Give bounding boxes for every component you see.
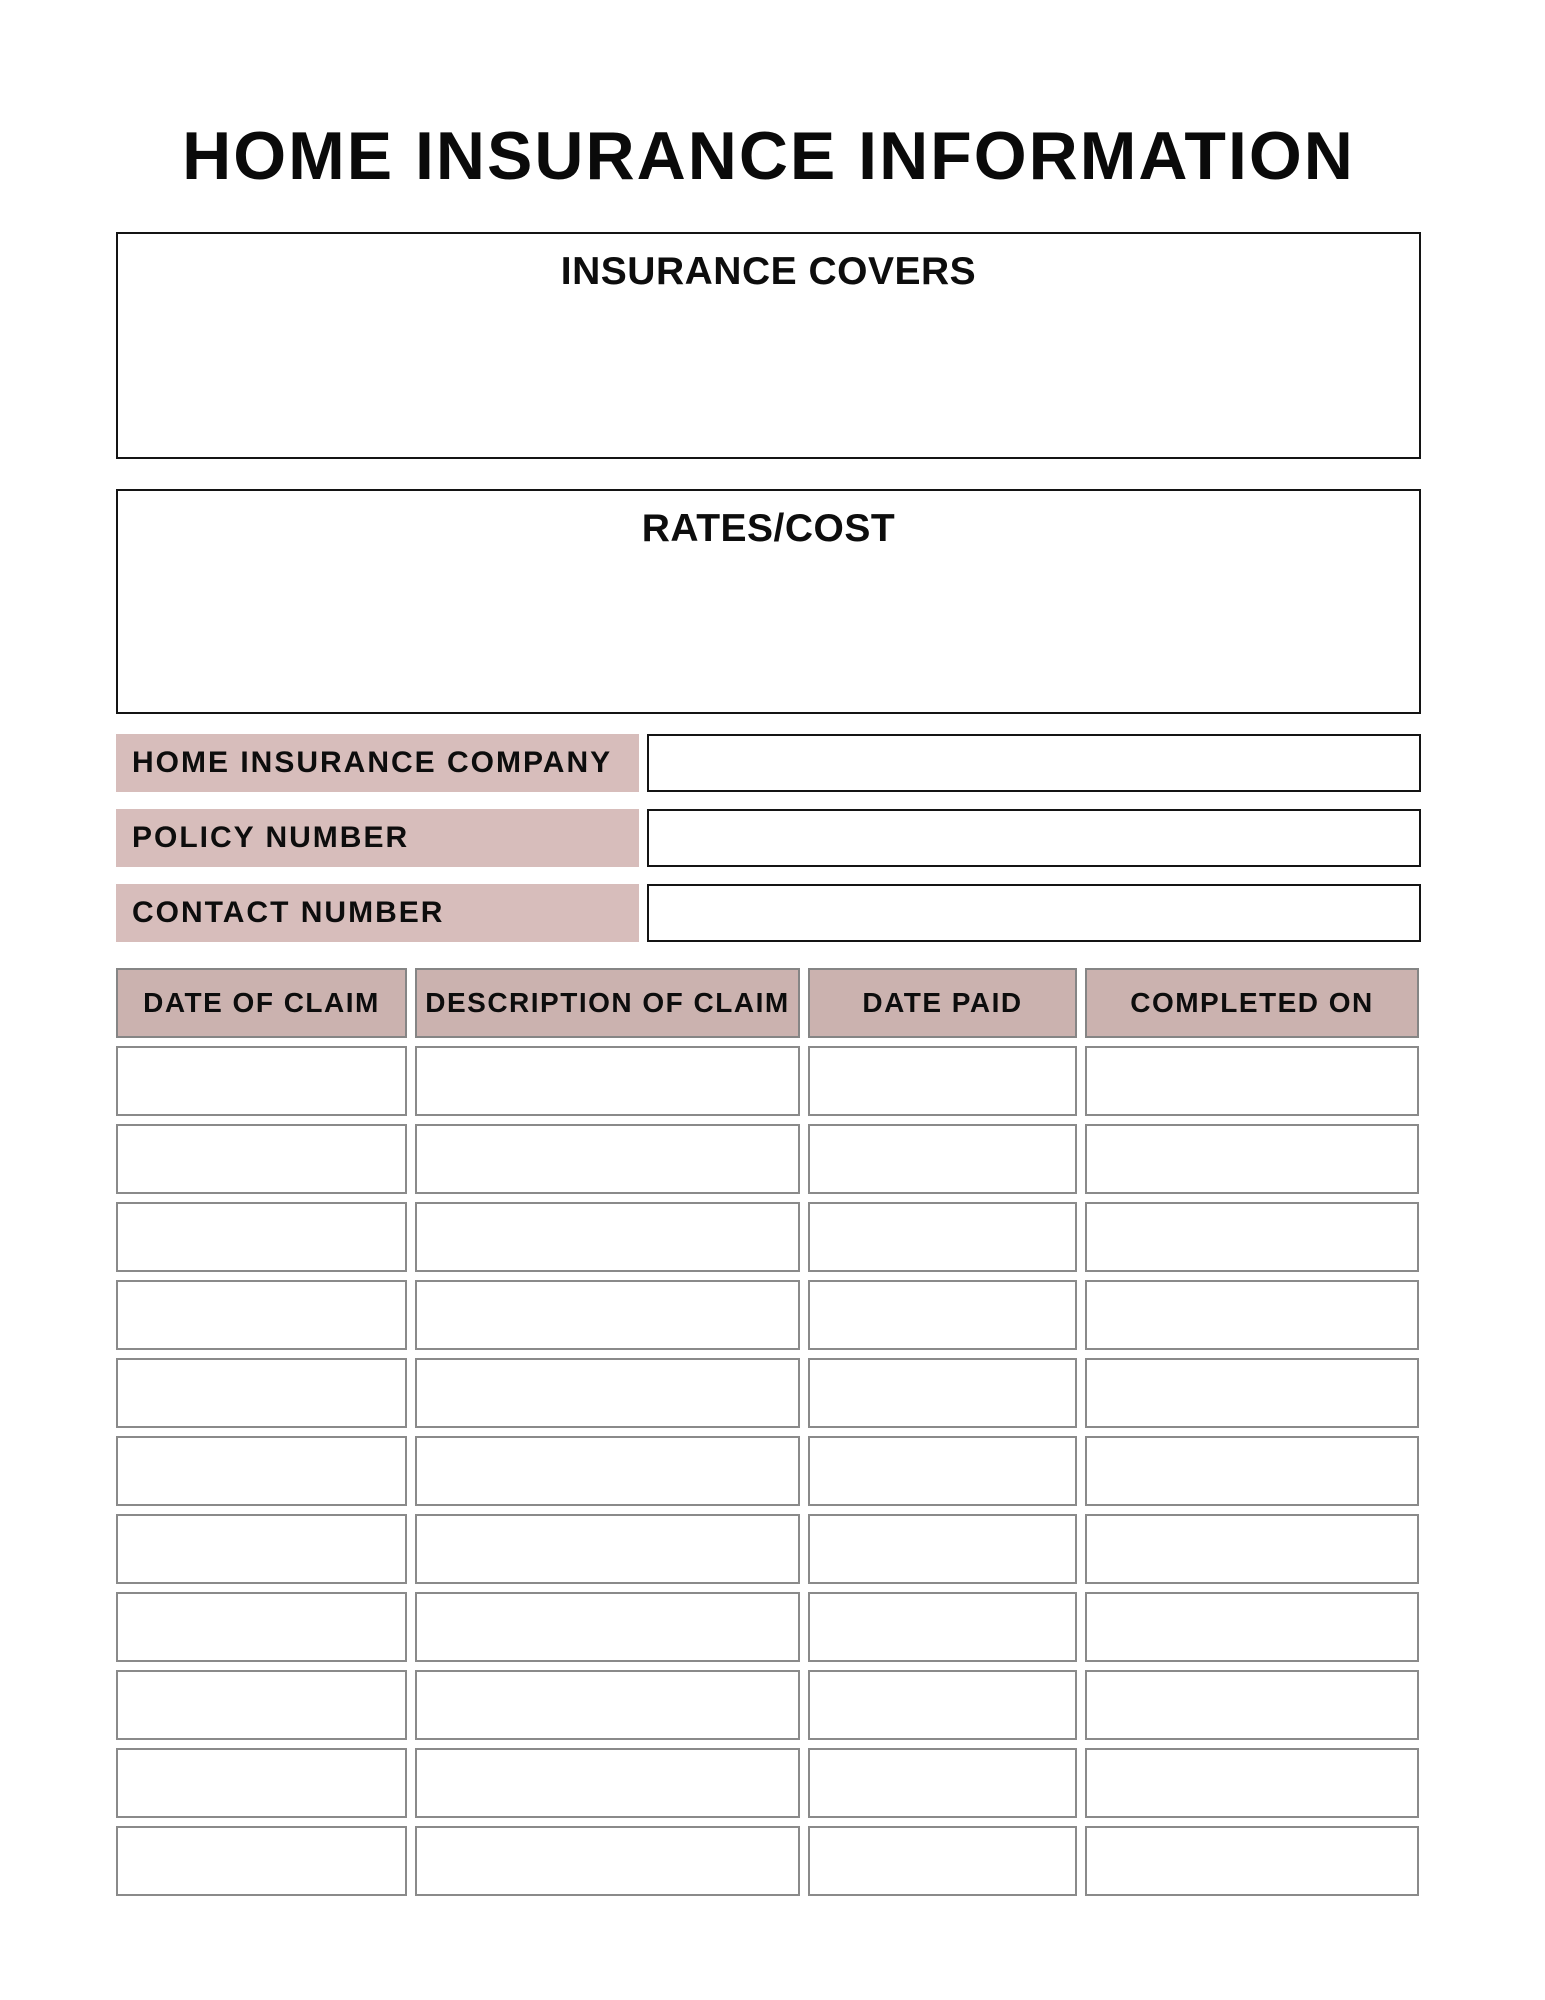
claim-cell-r8-c2[interactable] bbox=[415, 1592, 800, 1662]
claim-cell-r10-c4[interactable] bbox=[1085, 1748, 1419, 1818]
claim-cell-r3-c1[interactable] bbox=[116, 1202, 407, 1272]
contact-number-label: CONTACT NUMBER bbox=[116, 884, 639, 942]
claim-cell-r8-c4[interactable] bbox=[1085, 1592, 1419, 1662]
claim-cell-r5-c2[interactable] bbox=[415, 1358, 800, 1428]
claim-cell-r1-c1[interactable] bbox=[116, 1046, 407, 1116]
claim-cell-r10-c2[interactable] bbox=[415, 1748, 800, 1818]
claim-cell-r2-c4[interactable] bbox=[1085, 1124, 1419, 1194]
column-header-date-paid: DATE PAID bbox=[808, 968, 1077, 1038]
policy-number-label: POLICY NUMBER bbox=[116, 809, 639, 867]
claim-cell-r4-c2[interactable] bbox=[415, 1280, 800, 1350]
claim-cell-r9-c2[interactable] bbox=[415, 1670, 800, 1740]
column-header-date-of-claim: DATE OF CLAIM bbox=[116, 968, 407, 1038]
claim-cell-r7-c4[interactable] bbox=[1085, 1514, 1419, 1584]
fields-group bbox=[116, 734, 1421, 942]
rates-cost-title: RATES/COST bbox=[641, 507, 896, 550]
page-title: HOME INSURANCE INFORMATION bbox=[182, 118, 1355, 194]
claim-cell-r4-c4[interactable] bbox=[1085, 1280, 1419, 1350]
claim-cell-r3-c3[interactable] bbox=[808, 1202, 1077, 1272]
claim-cell-r11-c4[interactable] bbox=[1085, 1826, 1419, 1896]
claims-table-body bbox=[116, 1046, 1419, 1896]
claim-cell-r3-c2[interactable] bbox=[415, 1202, 800, 1272]
home-insurance-company-label: HOME INSURANCE COMPANY bbox=[116, 734, 639, 792]
claim-cell-r11-c3[interactable] bbox=[808, 1826, 1077, 1896]
claim-cell-r9-c1[interactable] bbox=[116, 1670, 407, 1740]
section-insurance-covers bbox=[116, 232, 1421, 459]
claim-cell-r4-c3[interactable] bbox=[808, 1280, 1077, 1350]
claim-cell-r10-c3[interactable] bbox=[808, 1748, 1077, 1818]
field-row-policy-number bbox=[116, 809, 1421, 867]
column-header-completed-on: COMPLETED ON bbox=[1085, 968, 1419, 1038]
claim-cell-r5-c1[interactable] bbox=[116, 1358, 407, 1428]
claim-cell-r10-c1[interactable] bbox=[116, 1748, 407, 1818]
claim-cell-r6-c3[interactable] bbox=[808, 1436, 1077, 1506]
claim-cell-r7-c2[interactable] bbox=[415, 1514, 800, 1584]
claim-cell-r1-c4[interactable] bbox=[1085, 1046, 1419, 1116]
insurance-covers-title: INSURANCE COVERS bbox=[560, 250, 977, 293]
claim-cell-r5-c3[interactable] bbox=[808, 1358, 1077, 1428]
home-insurance-company-input[interactable] bbox=[647, 734, 1421, 792]
field-row-home-insurance-company bbox=[116, 734, 1421, 792]
claim-cell-r7-c3[interactable] bbox=[808, 1514, 1077, 1584]
claim-cell-r4-c1[interactable] bbox=[116, 1280, 407, 1350]
claim-cell-r8-c1[interactable] bbox=[116, 1592, 407, 1662]
claim-cell-r6-c2[interactable] bbox=[415, 1436, 800, 1506]
claim-cell-r11-c1[interactable] bbox=[116, 1826, 407, 1896]
claim-cell-r7-c1[interactable] bbox=[116, 1514, 407, 1584]
claim-cell-r11-c2[interactable] bbox=[415, 1826, 800, 1896]
column-header-description-of-claim: DESCRIPTION OF CLAIM bbox=[415, 968, 800, 1038]
insurance-covers-writein-area[interactable] bbox=[118, 291, 1419, 454]
content bbox=[116, 118, 1421, 1896]
claim-cell-r6-c4[interactable] bbox=[1085, 1436, 1419, 1506]
policy-number-input[interactable] bbox=[647, 809, 1421, 867]
claim-cell-r5-c4[interactable] bbox=[1085, 1358, 1419, 1428]
claim-cell-r6-c1[interactable] bbox=[116, 1436, 407, 1506]
claim-cell-r2-c2[interactable] bbox=[415, 1124, 800, 1194]
rates-cost-writein-area[interactable] bbox=[118, 548, 1419, 709]
claim-cell-r2-c1[interactable] bbox=[116, 1124, 407, 1194]
section-rates-cost bbox=[116, 489, 1421, 714]
claims-table bbox=[116, 968, 1419, 1896]
claim-cell-r1-c2[interactable] bbox=[415, 1046, 800, 1116]
claim-cell-r9-c3[interactable] bbox=[808, 1670, 1077, 1740]
claim-cell-r8-c3[interactable] bbox=[808, 1592, 1077, 1662]
claims-table-header bbox=[116, 968, 1419, 1038]
claim-cell-r9-c4[interactable] bbox=[1085, 1670, 1419, 1740]
contact-number-input[interactable] bbox=[647, 884, 1421, 942]
claim-cell-r3-c4[interactable] bbox=[1085, 1202, 1419, 1272]
claim-cell-r2-c3[interactable] bbox=[808, 1124, 1077, 1194]
field-row-contact-number bbox=[116, 884, 1421, 942]
claim-cell-r1-c3[interactable] bbox=[808, 1046, 1077, 1116]
